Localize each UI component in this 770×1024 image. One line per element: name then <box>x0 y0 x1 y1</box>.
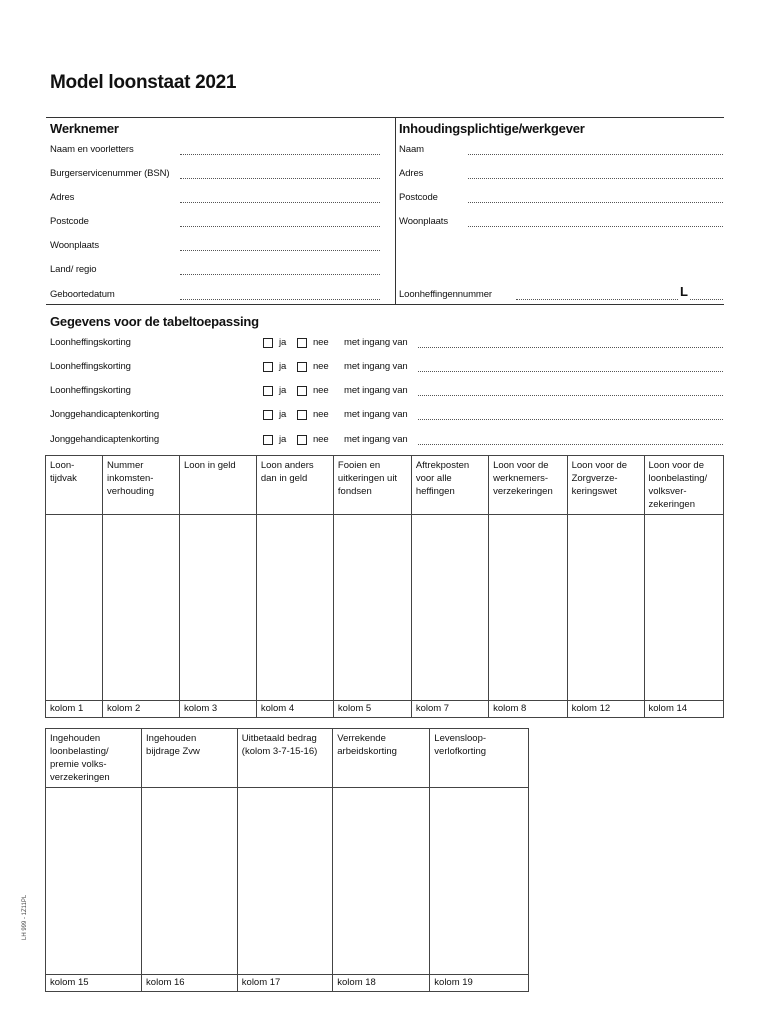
column-footer-text: kolom 3 <box>183 703 218 714</box>
nee-checkbox[interactable] <box>297 410 307 420</box>
column-header-text: Levensloop- verlofkorting <box>434 733 487 757</box>
column-footer-text: kolom 2 <box>106 703 141 714</box>
werknemer-field-label: Geboortedatum <box>50 289 115 300</box>
column-entry-cell[interactable] <box>430 788 529 975</box>
column-footer <box>644 701 723 718</box>
ingang-label: met ingang van <box>344 337 408 348</box>
column-header-text: Verrekende arbeidskorting <box>337 733 397 757</box>
column-footer-text: kolom 19 <box>434 977 473 988</box>
section-divider <box>395 117 396 304</box>
column-entry-cell[interactable] <box>489 515 568 701</box>
ingang-field[interactable] <box>418 371 723 372</box>
column-header-text: Loon voor de Zorgverze- keringswet <box>571 460 628 497</box>
column-entry-cell[interactable] <box>142 788 238 975</box>
ja-checkbox[interactable] <box>263 386 273 396</box>
ja-label: ja <box>279 409 287 420</box>
column-header-text: Aftrekposten voor alle heffingen <box>415 460 470 497</box>
werkgever-field-label: Postcode <box>399 192 438 203</box>
ja-label: ja <box>279 361 287 372</box>
column-header <box>102 456 179 515</box>
ingang-field[interactable] <box>418 347 723 348</box>
werknemer-field-label: Adres <box>50 192 75 203</box>
ja-checkbox[interactable] <box>263 338 273 348</box>
werknemer-field-input[interactable] <box>180 178 380 179</box>
column-footer <box>411 701 488 718</box>
werknemer-field-input[interactable] <box>180 202 380 203</box>
column-header-text: Loon voor de loonbelasting/ volksver- zekeringen <box>648 460 708 510</box>
column-footer <box>430 975 529 992</box>
column-footer <box>179 701 256 718</box>
column-header <box>237 729 332 788</box>
column-header <box>333 729 430 788</box>
nee-label: nee <box>313 337 329 348</box>
ja-label: ja <box>279 385 287 396</box>
column-header <box>142 729 238 788</box>
werkgever-field-label: Naam <box>399 144 424 155</box>
ja-label: ja <box>279 434 287 445</box>
ingang-field[interactable] <box>418 395 723 396</box>
werkgever-field-input[interactable] <box>468 154 723 155</box>
loonheffingennummer-field[interactable] <box>516 299 678 300</box>
column-header <box>411 456 488 515</box>
tabel-row-label: Loonheffingskorting <box>50 385 131 396</box>
nee-checkbox[interactable] <box>297 362 307 372</box>
column-entry-cell[interactable] <box>46 788 142 975</box>
ja-label: ja <box>279 337 287 348</box>
ingang-label: met ingang van <box>344 434 408 445</box>
column-entry-cell[interactable] <box>237 788 332 975</box>
tabel-row-label: Loonheffingskorting <box>50 337 131 348</box>
nee-checkbox[interactable] <box>297 338 307 348</box>
nee-label: nee <box>313 409 329 420</box>
column-footer <box>489 701 568 718</box>
loonheffingennummer-label: Loonheffingennummer <box>399 289 492 300</box>
column-entry-cell[interactable] <box>102 515 179 701</box>
section-rule <box>46 304 724 305</box>
ja-checkbox[interactable] <box>263 435 273 445</box>
nee-checkbox[interactable] <box>297 435 307 445</box>
column-footer-text: kolom 1 <box>50 703 84 714</box>
column-footer <box>567 701 644 718</box>
column-header <box>567 456 644 515</box>
ingang-label: met ingang van <box>344 409 408 420</box>
column-header-text: Loon voor de werknemers- verzekeringen <box>493 460 553 497</box>
werknemer-field-label: Naam en voorletters <box>50 144 134 155</box>
column-footer <box>142 975 238 992</box>
werkgever-heading: Inhoudingsplichtige/werkgever <box>399 121 585 136</box>
nee-label: nee <box>313 361 329 372</box>
column-footer <box>237 975 332 992</box>
column-footer <box>102 701 179 718</box>
werknemer-field-input[interactable] <box>180 154 380 155</box>
werknemer-field-input[interactable] <box>180 226 380 227</box>
column-entry-cell[interactable] <box>644 515 723 701</box>
column-footer-text: kolom 16 <box>146 977 185 988</box>
column-header <box>179 456 256 515</box>
column-entry-cell[interactable] <box>256 515 333 701</box>
ingang-label: met ingang van <box>344 385 408 396</box>
tabel-row-label: Loonheffingskorting <box>50 361 131 372</box>
ja-checkbox[interactable] <box>263 362 273 372</box>
column-header-text: Loon anders dan in geld <box>260 460 314 484</box>
column-entry-cell[interactable] <box>411 515 488 701</box>
ingang-label: met ingang van <box>344 361 408 372</box>
column-footer-text: kolom 17 <box>241 977 281 988</box>
column-header <box>644 456 723 515</box>
column-footer-text: kolom 12 <box>571 703 611 714</box>
form-code: LH 999 - 1Z11PL <box>22 894 28 940</box>
werknemer-field-label: Woonplaats <box>50 240 99 251</box>
column-entry-cell[interactable] <box>567 515 644 701</box>
column-footer-text: kolom 8 <box>493 703 527 714</box>
werkgever-field-label: Woonplaats <box>399 216 448 227</box>
tabel-row-label: Jonggehandicaptenkorting <box>50 409 160 420</box>
loonstaat-table-2 <box>45 728 529 992</box>
column-entry-cell[interactable] <box>179 515 256 701</box>
column-entry-cell[interactable] <box>333 788 430 975</box>
ingang-field[interactable] <box>418 444 723 445</box>
tabel-row-label: Jonggehandicaptenkorting <box>50 434 160 445</box>
column-header <box>256 456 333 515</box>
werkgever-field-input[interactable] <box>468 202 723 203</box>
tabel-heading: Gegevens voor de tabeltoepassing <box>50 314 259 329</box>
column-header-text: Loon- tijdvak <box>50 460 77 484</box>
column-footer <box>46 975 142 992</box>
column-header-text: Loon in geld <box>183 460 236 471</box>
column-header <box>46 729 142 788</box>
werkgever-field-input[interactable] <box>468 178 723 179</box>
column-header-text: Fooien en uitkeringen uit fondsen <box>337 460 398 497</box>
werknemer-field-label: Postcode <box>50 216 89 227</box>
nee-checkbox[interactable] <box>297 386 307 396</box>
loonheffingennummer-suffix: L <box>680 284 688 299</box>
werkgever-field-input[interactable] <box>468 226 723 227</box>
nee-label: nee <box>313 385 329 396</box>
column-header <box>430 729 529 788</box>
column-header <box>489 456 568 515</box>
nee-label: nee <box>313 434 329 445</box>
column-footer-text: kolom 4 <box>260 703 295 714</box>
werknemer-field-input[interactable] <box>180 274 380 275</box>
column-header-text: Ingehouden loonbelasting/ premie volks- verzekeringen <box>50 733 110 783</box>
column-entry-cell[interactable] <box>46 515 103 701</box>
column-footer <box>256 701 333 718</box>
column-footer-text: kolom 18 <box>337 977 376 988</box>
werknemer-field-input[interactable] <box>180 299 380 300</box>
column-footer <box>46 701 103 718</box>
loonheffingennummer-suffix-field[interactable] <box>690 299 723 300</box>
column-footer-text: kolom 5 <box>337 703 372 714</box>
column-header-text: Ingehouden bijdrage Zvw <box>146 733 200 757</box>
column-footer-text: kolom 14 <box>648 703 688 714</box>
loonstaat-table-1 <box>45 455 724 718</box>
column-header-text: Nummer inkomsten- verhouding <box>106 460 154 497</box>
werkgever-field-label: Adres <box>399 168 424 179</box>
column-header-text: Uitbetaald bedrag (kolom 3-7-15-16) <box>241 733 318 757</box>
werknemer-field-input[interactable] <box>180 250 380 251</box>
column-header <box>46 456 103 515</box>
werknemer-heading: Werknemer <box>50 121 119 136</box>
ingang-field[interactable] <box>418 419 723 420</box>
werknemer-field-label: Burgerservicenummer (BSN) <box>50 168 170 179</box>
column-footer <box>333 701 411 718</box>
page-title: Model loonstaat 2021 <box>50 72 237 93</box>
section-rule <box>46 117 724 118</box>
column-footer-text: kolom 7 <box>415 703 450 714</box>
column-entry-cell[interactable] <box>333 515 411 701</box>
column-footer <box>333 975 430 992</box>
column-footer-text: kolom 15 <box>50 977 89 988</box>
werknemer-field-label: Land/ regio <box>50 264 97 275</box>
ja-checkbox[interactable] <box>263 410 273 420</box>
column-header <box>333 456 411 515</box>
